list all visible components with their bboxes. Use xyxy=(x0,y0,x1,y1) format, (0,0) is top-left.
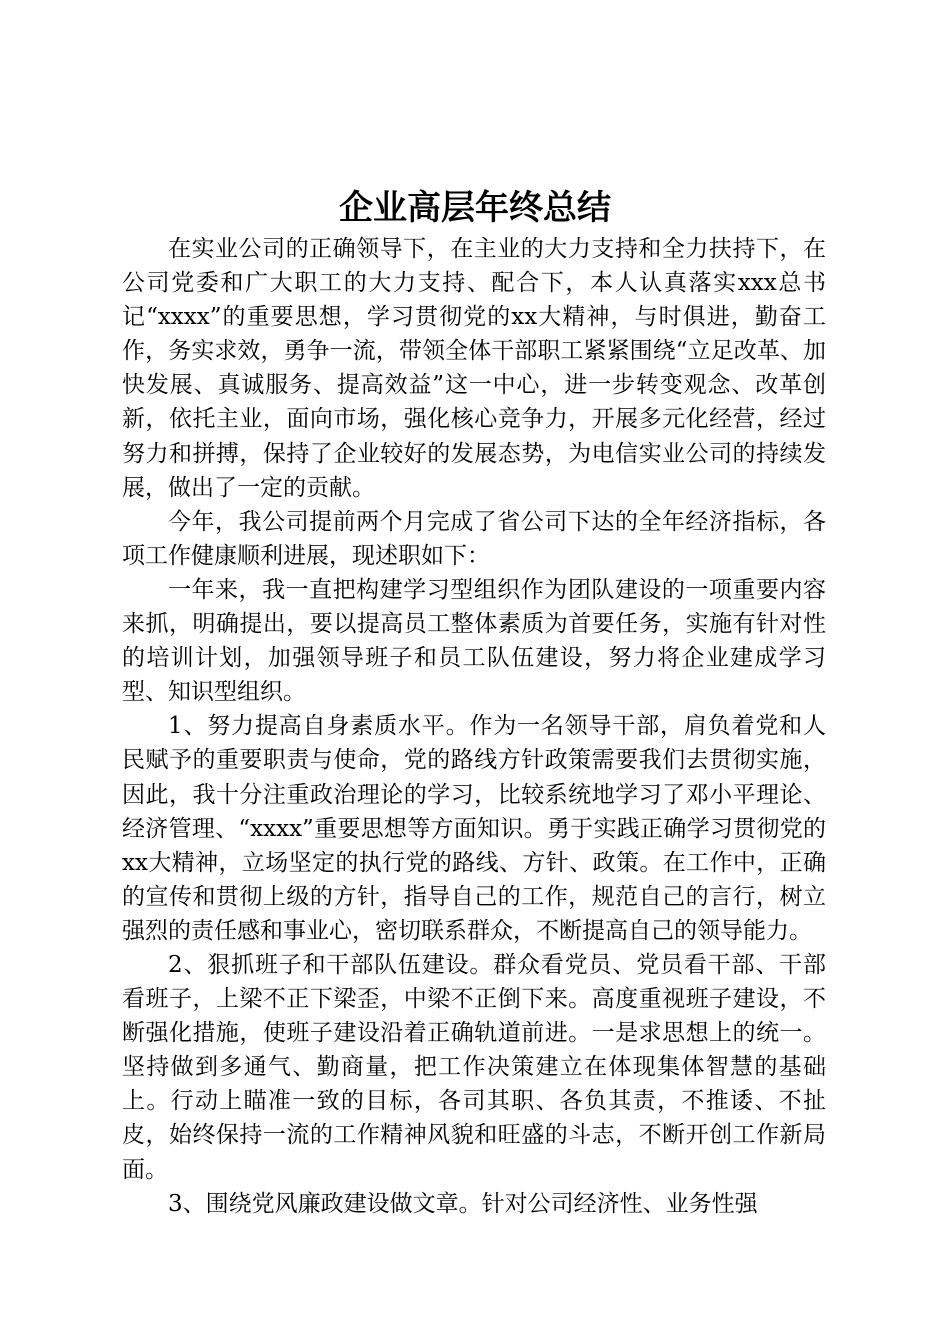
paragraph-intro: 在实业公司的正确领导下，在主业的大力支持和全力扶持下，在公司党委和广大职工的大力支持、配合下，本人认真落实xxx总书记“xxxx”的重要思想，学习贯彻党的xx大精神，与时俱进，勤奋工作，务实求效，勇争一流，带领全体干部职工紧紧围绕“立足改革、加快发展、真诚服务、提高效益”这一中心，进一步转变观念、改革创新，依托主业，面向市场，强化核心竞争力，开展多元化经营，经过努力和拼搏，保持了企业较好的发展态势，为电信实业公司的持续发展，做出了一定的贡献。 xyxy=(122,236,826,501)
paragraph-item-1: 1、努力提高自身素质水平。作为一名领导干部，肩负着党和人民赋予的重要职责与使命，党的路线方针政策需要我们去贯彻实施，因此，我十分注重政治理论的学习，比较系统地学习了邓小平理论、经济管理、“xxxx”重要思想等方面知识。勇于实践正确学习贯彻党的xx大精神，立场坚定的执行党的路线、方针、政策。在工作中，正确的宣传和贯彻上级的方针，指导自己的工作，规范自己的言行，树立强烈的责任感和事业心，密切联系群众，不断提高自己的领导能力。 xyxy=(122,713,826,944)
document-title: 企业高层年终总结 xyxy=(339,188,611,228)
document-body xyxy=(122,232,826,1221)
paragraph-item-3: 3、围绕党风廉政建设做文章。针对公司经济性、业务性强 xyxy=(168,1190,758,1217)
paragraph-summary: 今年，我公司提前两个月完成了省公司下达的全年经济指标，各项工作健康顺利进展，现述职如下： xyxy=(122,508,826,569)
paragraph-item-2: 2、狠抓班子和干部队伍建设。群众看党员、党员看干部、干部看班子，上梁不正下梁歪，中梁不正倒下来。高度重视班子建设，不断强化措施，使班子建设沿着正确轨道前进。一是求思想上的统一。坚持做到多通气、勤商量，把工作决策建立在体现集体智慧的基础上。行动上瞄准一致的目标，各司其职、各负其责，不推诿、不扯皮，始终保持一流的工作精神风貌和旺盛的斗志，不断开创工作新局面。 xyxy=(122,951,826,1183)
paragraph-learning-organization: 一年来，我一直把构建学习型组织作为团队建设的一项重要内容来抓，明确提出，要以提高员工整体素质为首要任务，实施有针对性的培训计划，加强领导班子和员工队伍建设，努力将企业建成学习型、知识型组织。 xyxy=(122,576,826,706)
